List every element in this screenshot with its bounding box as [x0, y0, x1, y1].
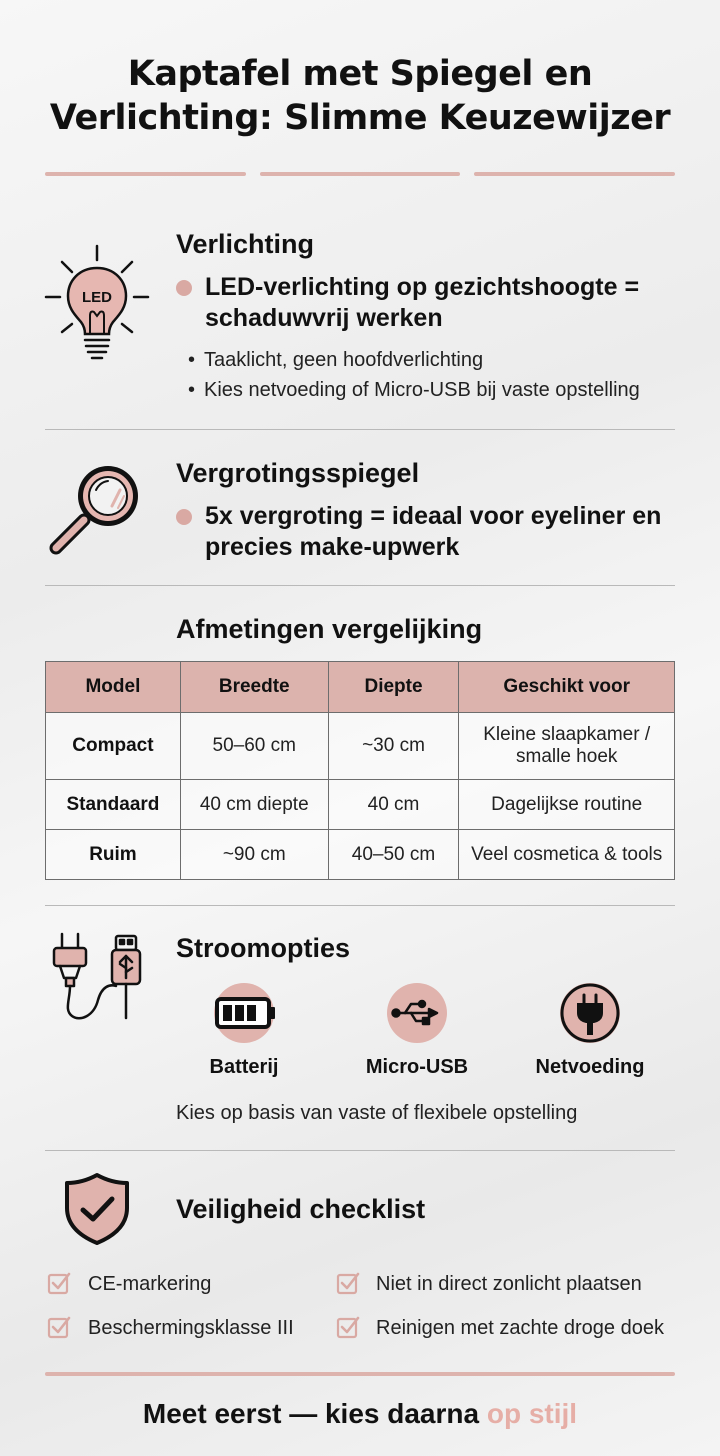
light-bulb-icon [42, 242, 152, 362]
bullet-dot [176, 280, 192, 296]
verlichting-main-point: LED-verlichting op gezichtshoogte = schaduwvrij werken [205, 273, 640, 332]
battery-icon [214, 983, 278, 1043]
table-cell: 40 cm diepte [180, 780, 328, 830]
footer-tagline: Meet eerst — kies daarna op stijl [142, 1398, 578, 1429]
table-cell: Veel cosmetica & tools [459, 830, 675, 880]
checklist-item: CE-markering [88, 1273, 212, 1295]
table-cell: 40–50 cm [328, 830, 459, 880]
spiegel-main-point: 5x vergroting = ideaal voor eyeliner en precies make-upwerk [205, 502, 662, 561]
usb-option-label: Micro-USB [365, 1056, 469, 1078]
shield-check-icon [62, 1172, 132, 1246]
table-cell: Compact [46, 713, 181, 780]
afmetingen-heading: Afmetingen vergelijking [176, 614, 483, 644]
column-header: Diepte [328, 662, 459, 713]
list-item: • Taaklicht, geen hoofdverlichting [188, 345, 640, 375]
table-header-row [46, 662, 675, 713]
stroom-heading: Stroomopties [176, 933, 351, 963]
page-title [0, 52, 720, 140]
table-cell: Kleine slaapkamer / smalle hoek [459, 713, 675, 780]
table-cell: ~30 cm [328, 713, 459, 780]
plug-cable-icon [50, 930, 150, 1022]
divider [45, 429, 675, 430]
page-title-line2: Verlichting: Slimme Keuzewijzer [49, 98, 671, 138]
divider [45, 1150, 675, 1151]
title-underline [45, 172, 675, 176]
divider [45, 585, 675, 586]
table-row [46, 780, 675, 830]
page-title-line1: Kaptafel met Spiegel en [127, 54, 593, 94]
led-label: LED [82, 289, 112, 306]
table-cell: ~90 cm [180, 830, 328, 880]
footer-accent: op stijl [486, 1398, 578, 1429]
column-header: Model [46, 662, 181, 713]
verlichting-heading: Verlichting [176, 229, 315, 259]
table-row [46, 830, 675, 880]
mains-option-label: Netvoeding [535, 1056, 645, 1078]
battery-option-label: Batterij [209, 1056, 279, 1078]
table-cell: Standaard [46, 780, 181, 830]
plug-icon [560, 983, 620, 1043]
checklist-item: Beschermingsklasse III [88, 1317, 294, 1339]
footer-divider [45, 1372, 675, 1376]
list-item: • Kies netvoeding of Micro-USB bij vaste opstelling [188, 375, 640, 405]
bullet-dot [176, 509, 192, 525]
magnifier-icon [46, 460, 146, 560]
table-cell: Dagelijkse routine [459, 780, 675, 830]
table-cell: 50–60 cm [180, 713, 328, 780]
verlichting-points [188, 345, 640, 405]
usb-icon [387, 983, 447, 1043]
veiligheid-heading: Veiligheid checklist [176, 1194, 426, 1224]
checkbox-checked-icon [336, 1315, 360, 1339]
column-header: Geschikt voor [459, 662, 675, 713]
table-row [46, 713, 675, 780]
spiegel-heading: Vergrotingsspiegel [176, 458, 420, 488]
table-cell: Ruim [46, 830, 181, 880]
checkbox-checked-icon [47, 1271, 71, 1295]
column-header: Breedte [180, 662, 328, 713]
checkbox-checked-icon [47, 1315, 71, 1339]
checklist-item: Niet in direct zonlicht plaatsen [376, 1273, 642, 1295]
checklist-item: Reinigen met zachte droge doek [376, 1317, 664, 1339]
divider [45, 905, 675, 906]
checkbox-checked-icon [336, 1271, 360, 1295]
table-cell: 40 cm [328, 780, 459, 830]
dimensions-table [45, 661, 675, 880]
stroom-note: Kies op basis van vaste of flexibele opstelling [176, 1102, 578, 1124]
